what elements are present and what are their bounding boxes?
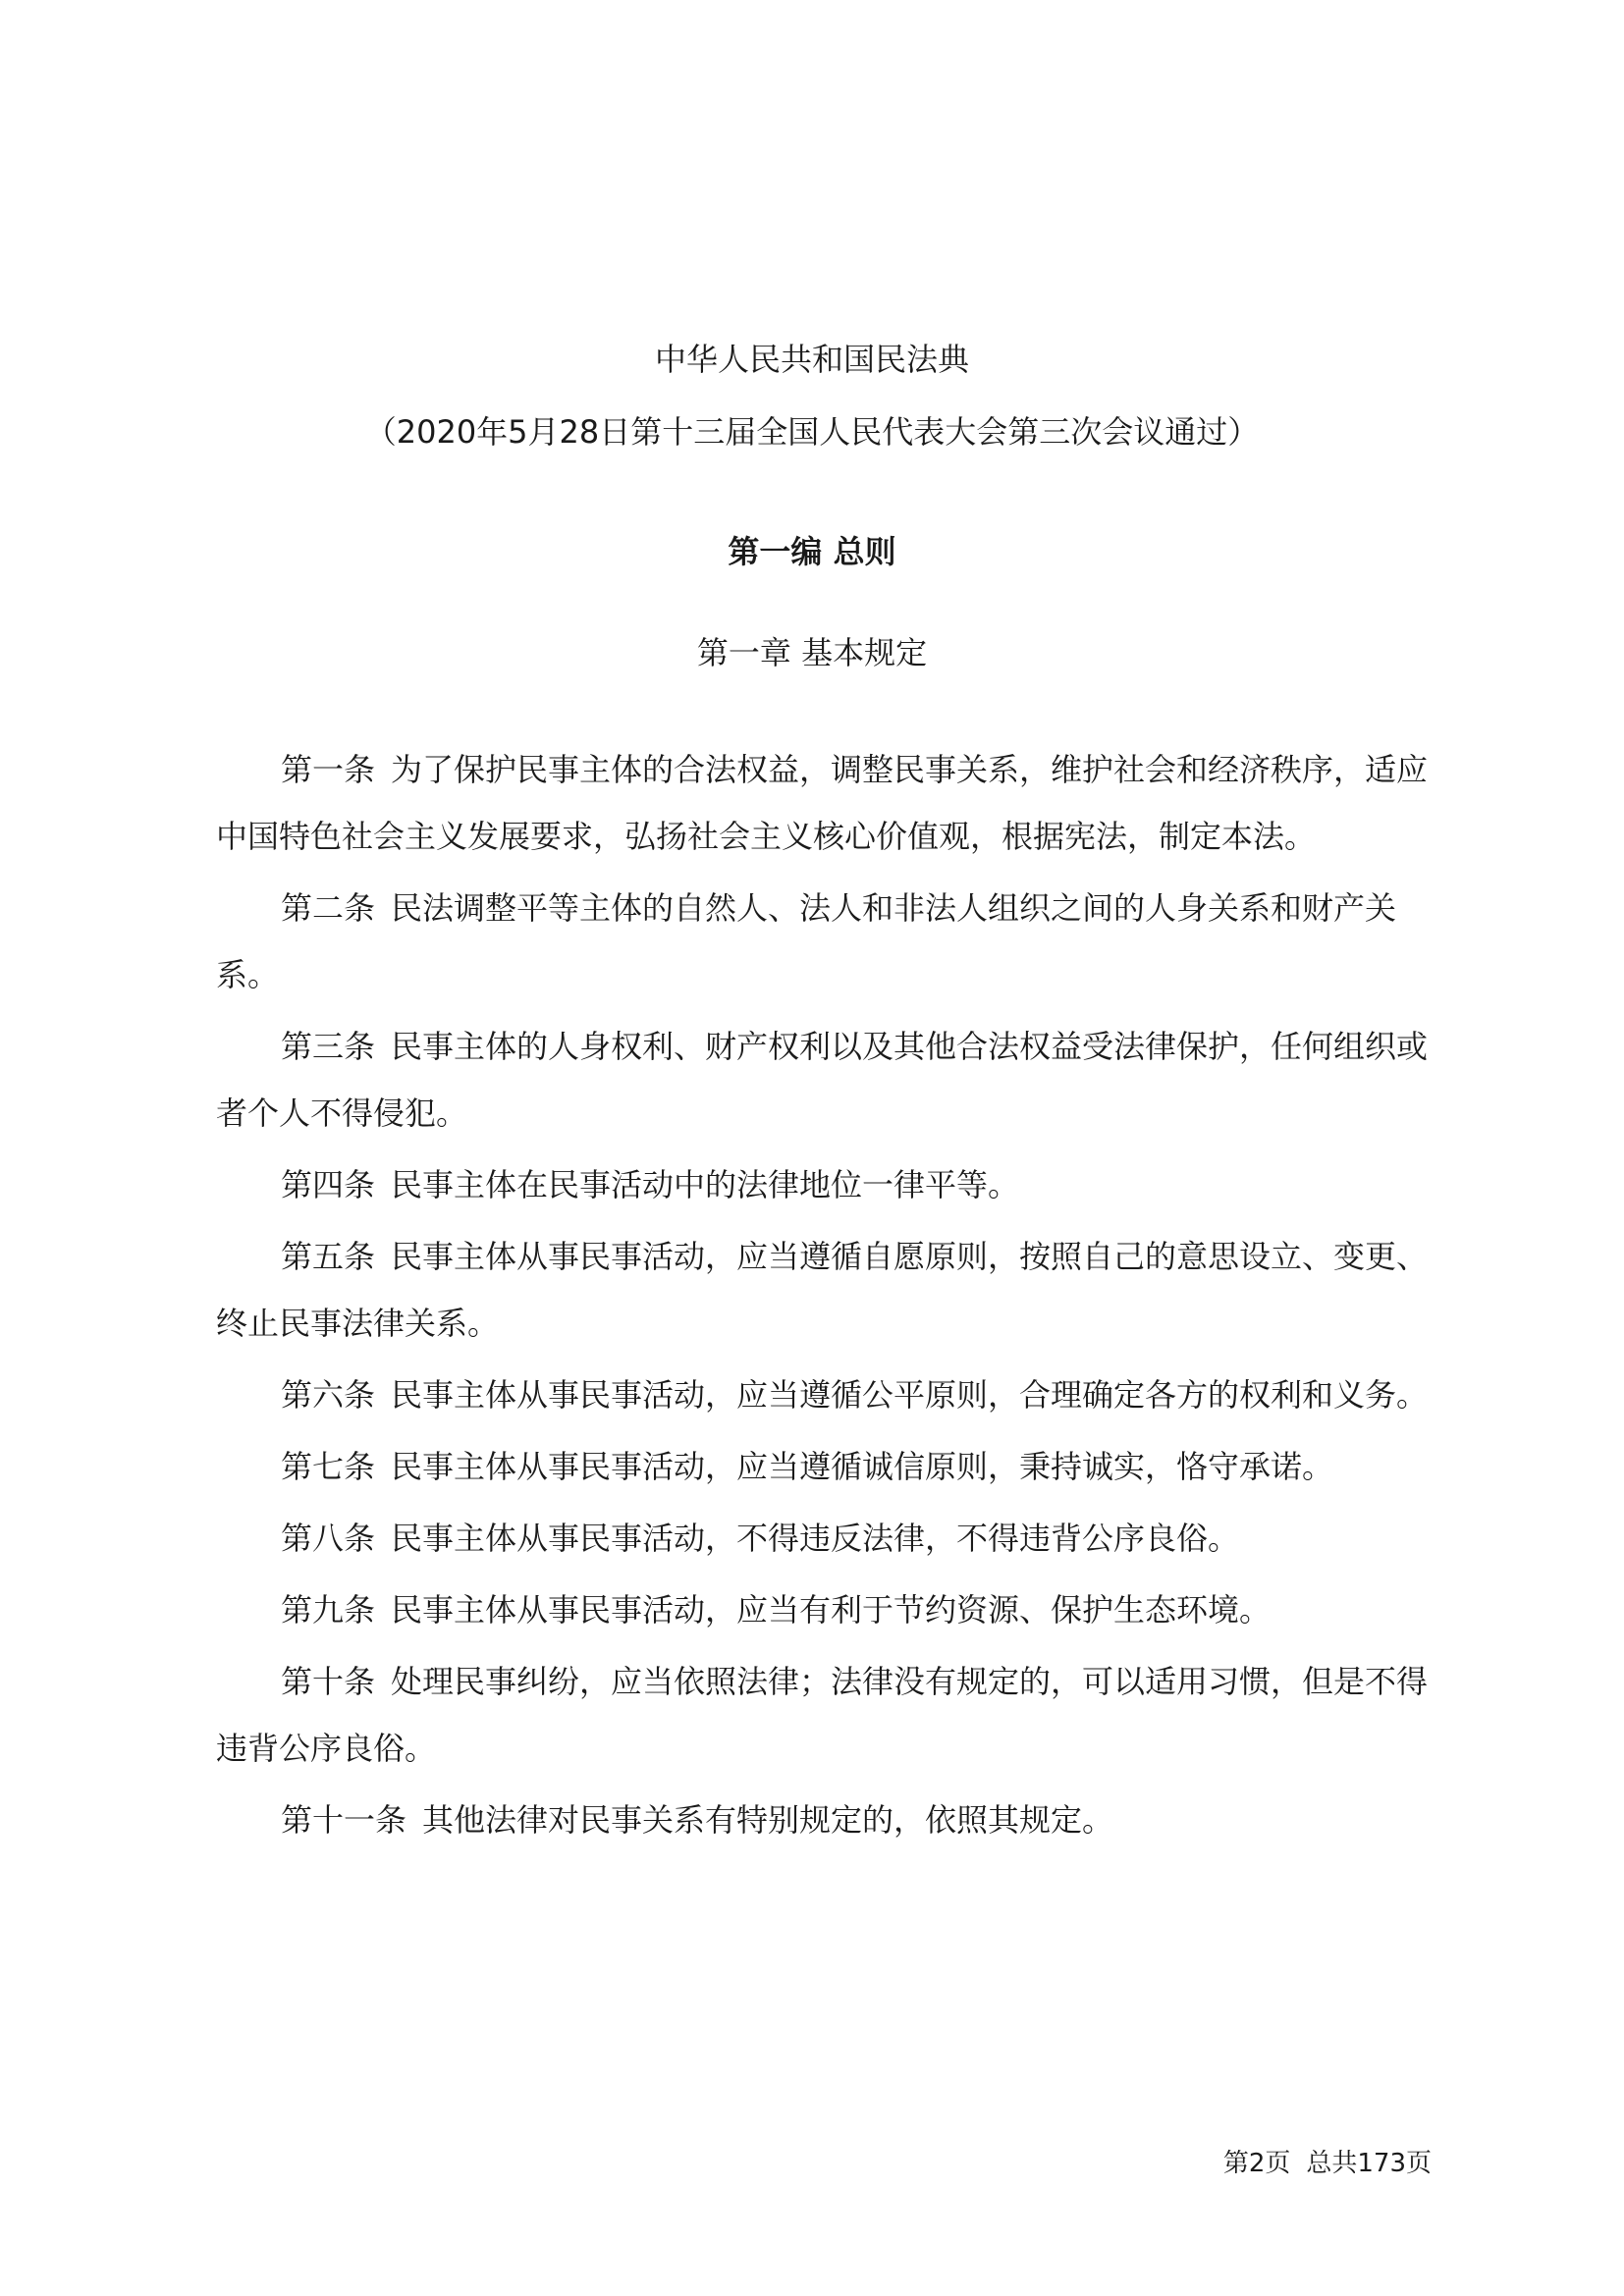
page-number: 第2页 bbox=[1222, 2149, 1291, 2178]
article-number: 第十条 bbox=[281, 1663, 376, 1700]
article-text: 民事主体在民事活动中的法律地位一律平等。 bbox=[391, 1166, 1020, 1203]
article-number: 第三条 bbox=[281, 1028, 376, 1065]
article-text: 为了保护民事主体的合法权益，调整民事关系，维护社会和经济秩序，适应中国特色社会主义发展要求，弘扬社会主义核心价值观，根据宪法，制定本法。 bbox=[216, 751, 1429, 855]
article-3 bbox=[216, 1013, 1430, 1147]
article-text: 处理民事纠纷，应当依照法律；法律没有规定的，可以适用习惯，但是不得违背公序良俗。 bbox=[216, 1663, 1429, 1767]
article-number: 第九条 bbox=[281, 1591, 376, 1629]
article-5 bbox=[216, 1223, 1430, 1357]
article-6 bbox=[216, 1362, 1430, 1428]
article-number: 第二条 bbox=[281, 889, 376, 927]
article-text: 民事主体从事民事活动，应当遵循自愿原则，按照自己的意思设立、变更、终止民事法律关系。 bbox=[216, 1238, 1429, 1342]
article-10 bbox=[216, 1648, 1430, 1782]
document-subtitle: （2020年5月28日第十三届全国人民代表大会第三次会议通过） bbox=[364, 413, 1260, 451]
article-number: 第六条 bbox=[281, 1376, 376, 1414]
article-text: 其他法律对民事关系有特别规定的，依照其规定。 bbox=[422, 1801, 1114, 1839]
article-8 bbox=[216, 1505, 1430, 1572]
article-number: 第四条 bbox=[281, 1166, 376, 1203]
article-text: 民事主体从事民事活动，不得违反法律，不得违背公序良俗。 bbox=[391, 1520, 1240, 1557]
article-number: 第十一条 bbox=[281, 1801, 407, 1839]
article-2 bbox=[216, 875, 1430, 1008]
article-number: 第五条 bbox=[281, 1238, 376, 1275]
article-7 bbox=[216, 1433, 1430, 1500]
part-heading: 第一编 总则 bbox=[728, 533, 896, 570]
article-number: 第七条 bbox=[281, 1448, 376, 1485]
chapter-heading: 第一章 基本规定 bbox=[696, 634, 928, 671]
article-text: 民事主体从事民事活动，应当遵循诚信原则，秉持诚实，恪守承诺。 bbox=[391, 1448, 1334, 1485]
total-pages: 总共173页 bbox=[1306, 2149, 1432, 2178]
article-9 bbox=[216, 1576, 1430, 1643]
article-1 bbox=[216, 736, 1430, 870]
page-footer bbox=[1223, 2148, 1432, 2179]
article-text: 民事主体的人身权利、财产权利以及其他合法权益受法律保护，任何组织或者个人不得侵犯。 bbox=[216, 1028, 1429, 1132]
article-text: 民法调整平等主体的自然人、法人和非法人组织之间的人身关系和财产关系。 bbox=[216, 889, 1397, 993]
article-number: 第一条 bbox=[281, 751, 376, 788]
article-text: 民事主体从事民事活动，应当有利于节约资源、保护生态环境。 bbox=[391, 1591, 1272, 1629]
article-11 bbox=[216, 1787, 1430, 1853]
article-list bbox=[216, 736, 1430, 1858]
article-text: 民事主体从事民事活动，应当遵循公平原则，合理确定各方的权利和义务。 bbox=[391, 1376, 1429, 1414]
article-4 bbox=[216, 1151, 1430, 1218]
article-number: 第八条 bbox=[281, 1520, 376, 1557]
document-title: 中华人民共和国民法典 bbox=[654, 341, 969, 378]
